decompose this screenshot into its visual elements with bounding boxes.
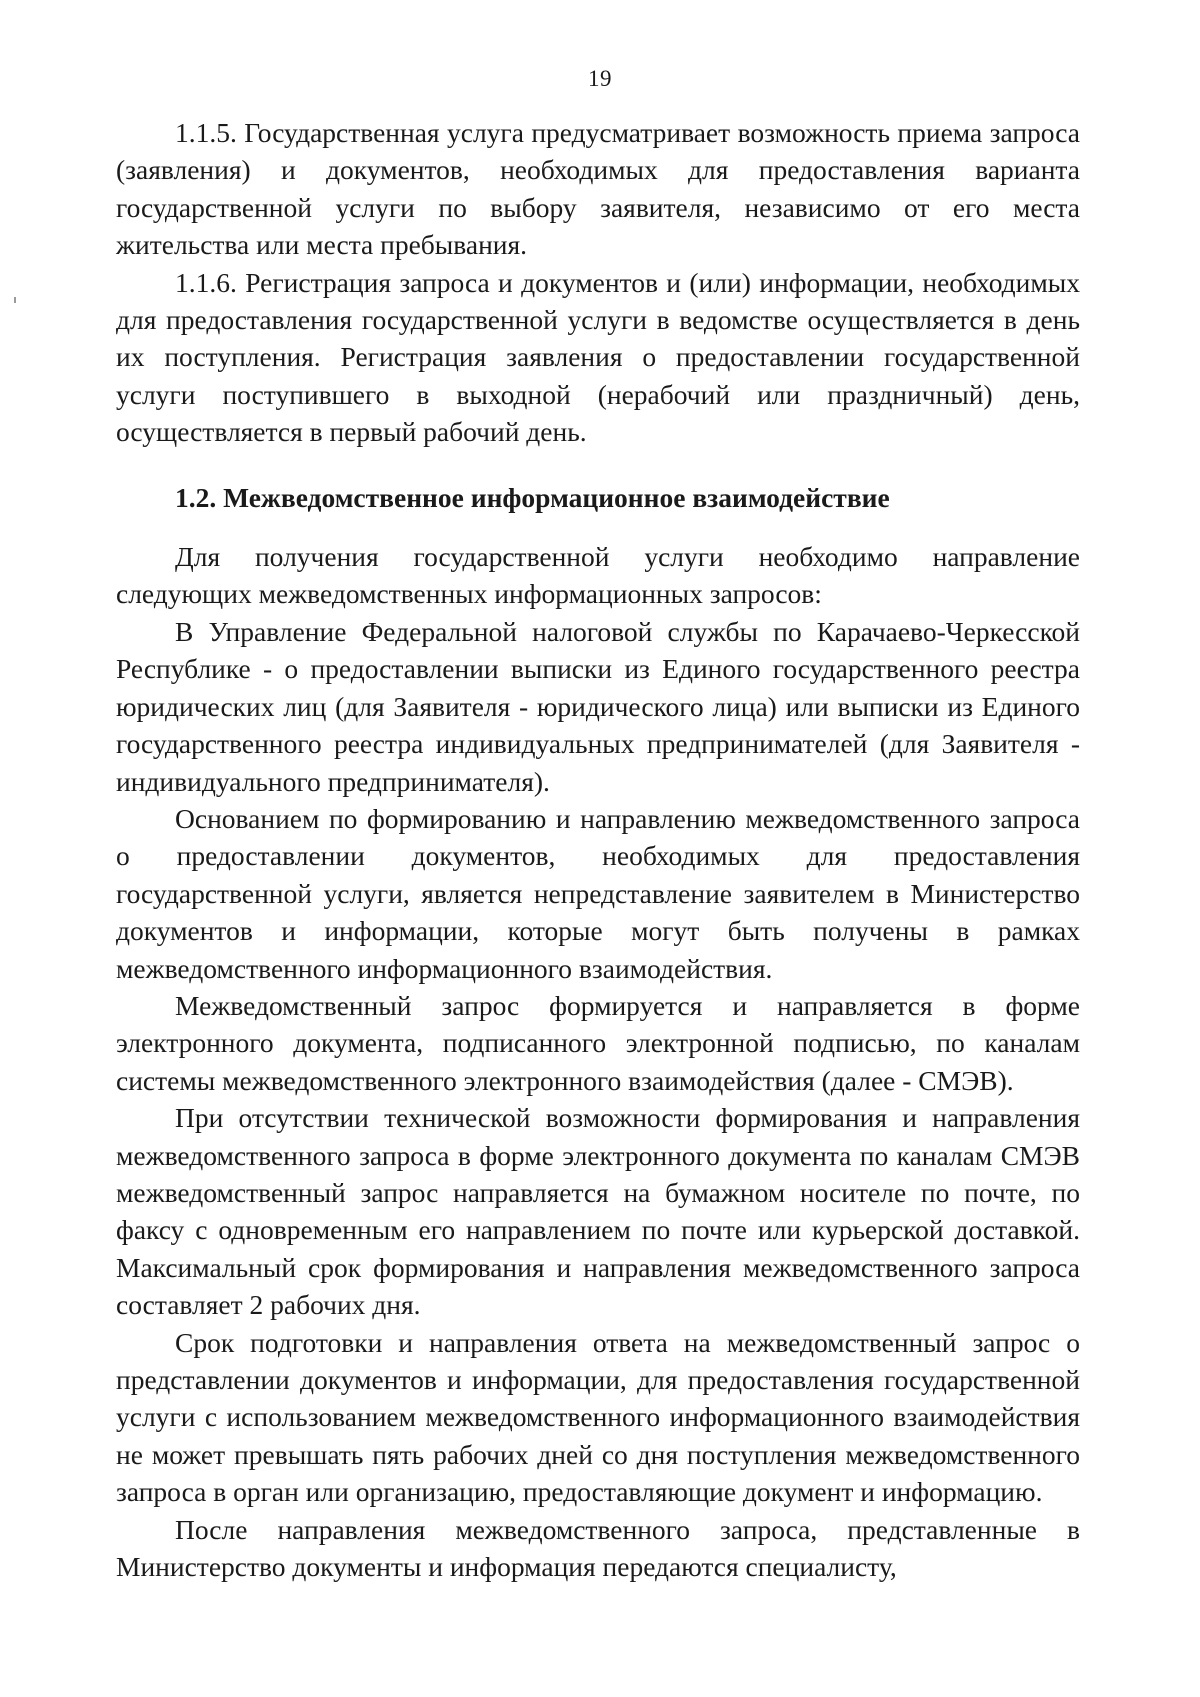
paragraph-requests-intro: Для получения государственной услуги необходимо направление следующих межведомственных информационных запросов:: [116, 541, 1080, 610]
paragraph-response-term: Срок подготовки и направления ответа на межведомственный запрос о представлении документов и информации, для предоставления государственной услуги с использованием межведомственного информационного взаимодействия не может превышать пять рабочих дней со дня поступления межведомственного запроса в орган или организацию, предоставляющие документ и информацию.: [116, 1326, 1080, 1508]
paragraph-tax-service: В Управление Федеральной налоговой службы по Карачаево-Черкесской Республике - о предоставлении выписки из Единого государственного реестра юридических лиц (для Заявителя - юридического лица) или выписки из Единого государственного реестра индивидуальных предпринимателей (для Заявителя - индивидуального предпринимателя).: [116, 615, 1080, 797]
scan-artifact: [14, 297, 16, 303]
paragraph-1-1-5: 1.1.5. Государственная услуга предусматривает возможность приема запроса (заявления) и документов, необходимых для предоставления варианта государственной услуги по выбору заявителя, независимо от его места жительства или места пребывания.: [116, 117, 1080, 261]
document-body: [116, 114, 1080, 1585]
paragraph-paper-form: При отсутствии технической возможности формирования и направления межведомственного запроса в форме электронного документа по каналам СМЭВ межведомственный запрос направляется на бумажном носителе по почте, по факсу с одновременным его направлением по почте или курьерской доставкой. Максимальный срок формирования и направления межведомственного запроса составляет 2 рабочих дня.: [116, 1102, 1080, 1321]
section-heading: 1.2. Межведомственное информационное взаимодействие: [175, 481, 890, 513]
paragraph-electronic-form: Межведомственный запрос формируется и направляется в форме электронного документа, подписанного электронной подписью, по каналам системы межведомственного электронного взаимодействия (далее - СМЭВ).: [116, 989, 1080, 1096]
paragraph-request-basis: Основанием по формированию и направлению межведомственного запроса о предоставлении документов, необходимых для предоставления государственной услуги, является непредставление заявителем в Министерство документов и информации, которые могут быть получены в рамках межведомственного информационного взаимодействия.: [116, 802, 1080, 984]
paragraph-after-request: После направления межведомственного запроса, представленные в Министерство документы и информация передаются специалисту,: [116, 1513, 1080, 1583]
paragraph-1-1-6: 1.1.6. Регистрация запроса и документов и (или) информации, необходимых для предоставления государственной услуги в ведомстве осуществляется в день их поступления. Регистрация заявления о предоставлении государственной услуги поступившего в выходной (нерабочий или праздничный) день, осуществляется в первый рабочий день.: [116, 266, 1080, 448]
page-number: 19: [588, 66, 612, 91]
